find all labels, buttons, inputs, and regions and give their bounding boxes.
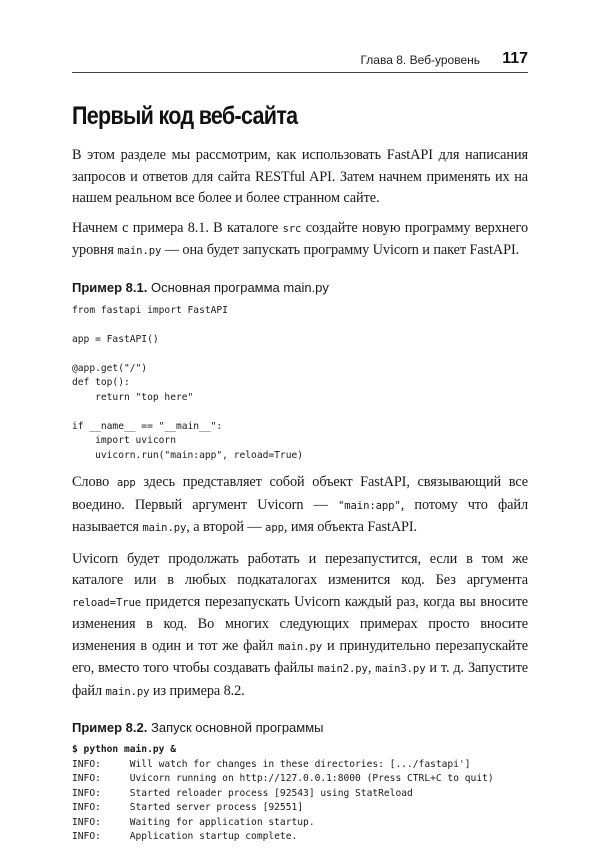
text-run: здесь представляет собой объект FastAPI, связывающий все воедино. Первый аргумент Uvicorn — <box>72 474 528 513</box>
code-line <box>72 405 528 420</box>
text-run: , а второй — <box>186 519 266 535</box>
text-run: — она будет запускать программу Uvicorn и пакет FastAPI. <box>161 242 520 258</box>
text-run: и принудительно перезапускайте его, вместо того чтобы создавать файлы <box>72 637 529 676</box>
code-line <box>72 347 528 362</box>
text-run: Uvicorn будет продолжать работать и перезапустится, если в том же каталоге или в любых подкаталогах изменится код. Без аргумента <box>72 550 528 588</box>
inline-code: "main:app" <box>337 499 401 512</box>
inline-code: app <box>116 477 136 489</box>
console-line: INFO: Started reloader process [92543] using StatReload <box>72 787 413 799</box>
inline-code: main.py <box>105 685 150 698</box>
page-number: 117 <box>502 50 528 67</box>
console-command: $ python main.py & <box>72 744 176 755</box>
inline-code: main.py <box>142 522 187 534</box>
text-run: придется перезапускать Uvicorn каждый раз, когда вы вносите изменения в код. Во многих следующих примерах просто вносите изменения в один и тот же файл <box>72 593 528 654</box>
text-run: создайте новую программу верхнего уровня <box>72 219 528 258</box>
inline-code: src <box>282 222 302 235</box>
example-label: Пример 8.2. <box>72 720 148 735</box>
code-line: def top(): <box>72 377 130 388</box>
section-title: Первый код веб-сайта <box>72 102 298 130</box>
example-caption-8-2 <box>72 719 528 737</box>
text-run: , <box>367 660 376 676</box>
code-listing-main-py <box>72 304 528 464</box>
example-caption-8-1 <box>72 279 528 297</box>
code-line: if __name__ == "__main__": <box>72 420 223 432</box>
code-line: import uvicorn <box>72 435 176 446</box>
code-line: app = FastAPI() <box>72 333 159 345</box>
console-line: INFO: Uvicorn running on http://127.0.0.1:8000 (Press CTRL+C to quit) <box>72 773 494 784</box>
running-header <box>72 50 528 73</box>
inline-code: main.py <box>117 245 162 257</box>
book-page <box>72 50 528 845</box>
console-line: INFO: Started server process [92551] <box>72 802 304 813</box>
intro-paragraph: В этом разделе мы рассмотрим, как использовать FastAPI для написания запросов и ответов для сайта RESTful API. Затем начнем применять их на нашем реальном все более и более странном сайте. <box>72 147 528 206</box>
text-run: , потому что файл называется <box>72 496 528 535</box>
paragraph-start-example <box>72 218 528 263</box>
inline-code: main2.py <box>317 663 368 675</box>
text-run: из примера 8.2. <box>149 682 245 699</box>
code-line: @app.get("/") <box>72 362 148 374</box>
code-line <box>72 318 528 333</box>
code-line: from fastapi import FastAPI <box>72 304 228 316</box>
console-line: INFO: Application startup complete. <box>72 831 298 842</box>
text-run: и т. д. Запустите файл <box>72 660 528 699</box>
paragraph-app-explanation <box>72 472 528 540</box>
inline-code: reload=True <box>72 596 142 609</box>
text-run: , имя объекта FastAPI. <box>283 519 418 535</box>
chapter-title: Глава 8. Веб-уровень <box>360 53 480 67</box>
paragraph-uvicorn-reload <box>72 549 528 704</box>
text-run: Начнем с примера 8.1. В каталоге <box>72 219 283 236</box>
console-line: INFO: Waiting for application startup. <box>72 816 315 828</box>
inline-code: app <box>265 522 284 534</box>
text-run: Слово <box>72 474 117 490</box>
example-caption-text: Запуск основной программы <box>150 720 324 735</box>
inline-code: main.py <box>278 640 323 653</box>
console-line: INFO: Will watch for changes in these directories: [.../fastapi'] <box>72 758 471 770</box>
inline-code: main3.py <box>375 663 426 675</box>
code-line: return "top here" <box>72 391 194 403</box>
example-caption-text: Основная программа main.py <box>150 279 329 295</box>
example-label: Пример 8.1. <box>72 279 148 295</box>
console-output-listing <box>72 743 528 845</box>
code-line: uvicorn.run("main:app", reload=True) <box>72 449 304 461</box>
